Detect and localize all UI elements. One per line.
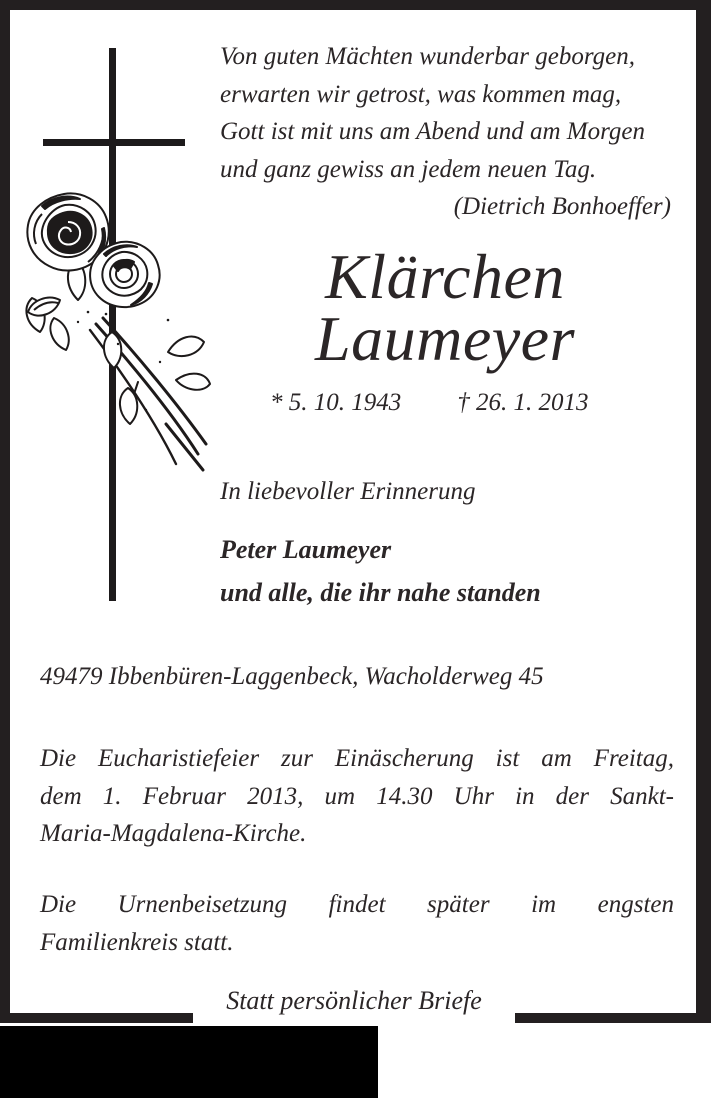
- mourner-line: Peter Laumeyer: [220, 535, 392, 564]
- frame-border-right: [696, 0, 711, 1023]
- verse-line: und ganz gewiss an jedem neuen Tag.: [220, 155, 597, 183]
- verse-attribution: (Dietrich Bonhoeffer): [453, 193, 671, 220]
- remembrance-intro: In liebevoller Erinnerung: [220, 478, 476, 505]
- verse-line: Von guten Mächten wunderbar geborgen,: [220, 43, 635, 70]
- death-date: † 26. 1. 2013: [457, 389, 589, 416]
- frame-border-top: [0, 0, 711, 10]
- verse-line: erwarten wir getrost, was kommen mag,: [220, 80, 622, 108]
- footer-note: Statt persönlicher Briefe: [193, 984, 515, 1018]
- cross-horizontal-line: [43, 139, 185, 146]
- birth-date: * 5. 10. 1943: [270, 389, 402, 416]
- service-line: dem 1. Februar 2013, um 14.30 Uhr in der Sankt-: [40, 782, 674, 810]
- frame-border-bottom-left: [0, 1013, 193, 1023]
- redacted-block: [0, 1026, 378, 1098]
- deceased-last-name: Laumeyer: [315, 303, 575, 374]
- burial-notice: [40, 886, 674, 961]
- mourners-list: [220, 528, 541, 614]
- frame-border-left: [0, 0, 10, 1023]
- burial-line: Die Urnenbeisetzung findet später im engsten: [40, 891, 674, 918]
- service-line: Die Eucharistiefeier zur Einäscherung ist am Freitag,: [40, 745, 674, 772]
- life-dates: [270, 388, 589, 418]
- mourner-line: und alle, die ihr nahe standen: [220, 578, 541, 607]
- roses-icon: [18, 192, 218, 492]
- burial-line: Familienkreis statt.: [40, 928, 234, 956]
- deceased-first-name: Klärchen: [325, 241, 565, 312]
- service-line: Maria-Magdalena-Kirche.: [40, 820, 307, 847]
- verse-line: Gott ist mit uns am Abend und am Morgen: [220, 118, 645, 145]
- frame-border-bottom-right: [515, 1013, 711, 1023]
- service-notice: [40, 740, 674, 853]
- address-line: 49479 Ibbenbüren-Laggenbeck, Wacholderweg 45: [40, 663, 544, 690]
- opening-verse: [220, 38, 675, 226]
- deceased-name: [222, 241, 668, 374]
